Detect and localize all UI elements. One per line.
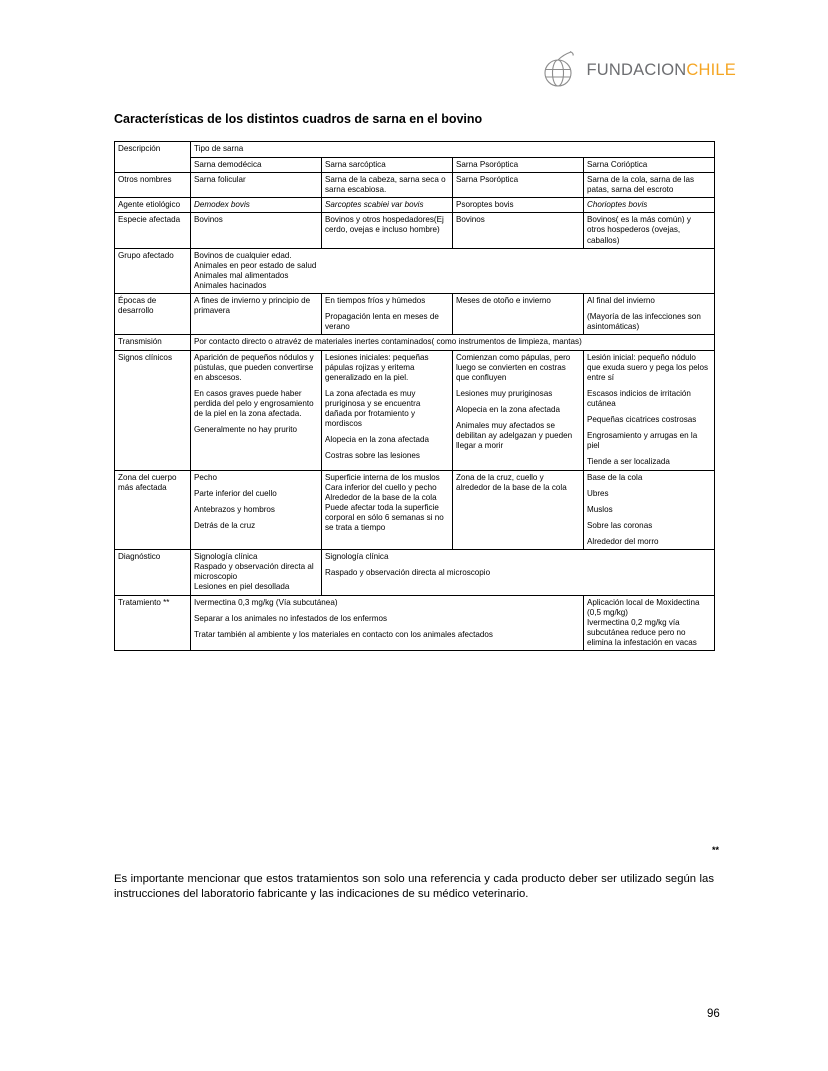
row-label-grupo-afectado: Grupo afectado xyxy=(115,248,191,293)
cell-line: Separar a los animales no infestados de los enfermos xyxy=(194,613,388,623)
cell-zona-sarcoptica xyxy=(322,470,453,550)
cell-line: Alopecia en la zona afectada xyxy=(325,435,429,445)
cell-line: Propagación lenta en meses de verano xyxy=(325,312,439,332)
header-sarna-sarcoptica: Sarna sarcóptica xyxy=(322,157,453,173)
cell-line: Animales en peor estado de salud xyxy=(194,260,317,270)
cell-line: Animales mal alimentados xyxy=(194,270,289,280)
page-title: Características de los distintos cuadros de sarna en el bovino xyxy=(114,112,483,126)
cell-line: Detrás de la cruz xyxy=(194,520,256,530)
footnote-marker: ** xyxy=(712,845,720,855)
cell-especie-corioptica: Bovinos( es la más común) y otros hospederos (ovejas, caballos) xyxy=(584,213,715,248)
cell-line: (Mayoría de las infecciones son asintomáticas) xyxy=(587,312,701,332)
cell-signos-psoroptica xyxy=(453,350,584,470)
row-label-agente-etiologico: Agente etiológico xyxy=(115,198,191,213)
cell-signos-corioptica xyxy=(584,350,715,470)
header-tipo-de-sarna: Tipo de sarna xyxy=(191,142,715,158)
cell-line: Aplicación local de Moxidectina (0,5 mg/kg) xyxy=(587,597,700,617)
cell-line: Ivermectina 0,2 mg/kg vía subcutánea reduce pero no elimina la infestación en vacas xyxy=(587,617,697,647)
row-label-diagnostico: Diagnóstico xyxy=(115,550,191,595)
header-sarna-corioptica: Sarna Corióptica xyxy=(584,157,715,173)
cell-transmision: Por contacto directo o atravéz de materiales inertes contaminados( como instrumentos de limpieza, mantas) xyxy=(191,335,715,350)
cell-line: Tratar también al ambiente y los materiales en contacto con los animales afectados xyxy=(194,629,493,639)
cell-line: Raspado y observación directa al microscopio xyxy=(194,562,314,582)
cell-line: Base de la cola xyxy=(587,472,643,482)
cell-agente-psoroptica: Psoroptes bovis xyxy=(453,198,584,213)
row-label-transmision: Transmisión xyxy=(115,335,191,350)
header-sarna-psoroptica: Sarna Psoróptica xyxy=(453,157,584,173)
cell-grupo-afectado xyxy=(191,248,715,293)
cell-agente-sarcoptica: Sarcoptes scabiei var bovis xyxy=(322,198,453,213)
cell-line: Signología clínica xyxy=(194,552,258,562)
cell-line: Generalmente no hay prurito xyxy=(194,425,298,435)
table-row xyxy=(115,350,715,470)
cell-tratamiento-general xyxy=(191,595,584,651)
cell-line: Lesión inicial: pequeño nódulo que exuda suero y pega los pelos entre sí xyxy=(587,352,709,382)
cell-line: Animales muy afectados se debilitan ay adelgazan y pueden llegar a morir xyxy=(456,421,573,451)
table-row xyxy=(115,595,715,651)
table-row xyxy=(115,294,715,335)
logo-text-fundacion: FUNDACION xyxy=(586,60,687,79)
table-header-row-2 xyxy=(115,157,715,173)
cell-line: Antebrazos y hombros xyxy=(194,504,275,514)
globe-icon xyxy=(537,48,581,92)
cell-otros-nombres-psoroptica: Sarna Psoróptica xyxy=(453,173,584,198)
cell-line: La zona afectada es muy pruriginosa y se encuentra dañada por frotamiento y mordiscos xyxy=(325,388,421,429)
header-descripcion: Descripción xyxy=(115,142,191,173)
row-label-epocas-desarrollo: Épocas de desarrollo xyxy=(115,294,191,335)
cell-diagnostico-demodecica xyxy=(191,550,322,595)
logo-text xyxy=(587,61,737,80)
cell-line: Lesiones iniciales: pequeñas pápulas rojizas y eritema generalizado en la piel. xyxy=(325,352,429,382)
cell-epocas-psoroptica: Meses de otoño e invierno xyxy=(453,294,584,335)
cell-tratamiento-corioptica xyxy=(584,595,715,651)
cell-line: Signología clínica xyxy=(325,552,389,562)
row-label-signos-clinicos: Signos clínicos xyxy=(115,350,191,470)
cell-especie-demodecica: Bovinos xyxy=(191,213,322,248)
page-number: 96 xyxy=(707,1008,720,1020)
row-label-otros-nombres: Otros nombres xyxy=(115,173,191,198)
logo-text-chile: CHILE xyxy=(686,60,736,79)
cell-line: Alrededor de la base de la cola xyxy=(325,492,437,502)
cell-line: Muslos xyxy=(587,504,613,514)
cell-line: Alopecia en la zona afectada xyxy=(456,404,560,414)
cell-diagnostico-otras xyxy=(322,550,715,595)
cell-otros-nombres-sarcoptica: Sarna de la cabeza, sarna seca o sarna escabiosa. xyxy=(322,173,453,198)
cell-line: Aparición de pequeños nódulos y pústulas, que pueden convertirse en abscesos. xyxy=(194,352,314,382)
cell-line: Bovinos de cualquier edad. xyxy=(194,250,292,260)
cell-otros-nombres-demodecica: Sarna folicular xyxy=(191,173,322,198)
table-header-row-1 xyxy=(115,142,715,158)
footnote-text: Es importante mencionar que estos tratamientos son solo una referencia y cada producto deber ser utilizado según las instrucciones del laboratorio fabricante y las indicaciones de su médico veterinario. xyxy=(114,873,714,901)
row-label-zona-afectada: Zona del cuerpo más afectada xyxy=(115,470,191,550)
cell-line: Raspado y observación directa al microscopio xyxy=(325,568,491,578)
cell-line: Lesiones en piel desollada xyxy=(194,582,290,592)
cell-line: Al final del invierno xyxy=(587,296,655,306)
row-label-especie-afectada: Especie afectada xyxy=(115,213,191,248)
cell-line: Animales hacinados xyxy=(194,280,267,290)
cell-line: En casos graves puede haber perdida del pelo y engrosamiento de la piel en la zona afectada. xyxy=(194,388,314,419)
cell-line: Sobre las coronas xyxy=(587,520,653,530)
cell-line: Pequeñas cicatrices costrosas xyxy=(587,415,697,425)
cell-line: Superficie interna de los muslos xyxy=(325,472,440,482)
cell-line: Engrosamiento y arrugas en la piel xyxy=(587,431,698,451)
cell-line: Tiende a ser localizada xyxy=(587,457,670,467)
cell-signos-demodecica xyxy=(191,350,322,470)
cell-agente-demodecica: Demodex bovis xyxy=(191,198,322,213)
cell-line: Cara inferior del cuello y pecho xyxy=(325,482,437,492)
cell-line: Puede afectar toda la superficie corporal en sólo 6 semanas si no se trata a tiempo xyxy=(325,502,444,533)
cell-zona-psoroptica: Zona de la cruz, cuello y alrededor de la base de la cola xyxy=(453,470,584,550)
cell-line: Comienzan como pápulas, pero luego se convierten en costras que confluyen xyxy=(456,352,571,382)
cell-line: Pecho xyxy=(194,472,217,482)
header-sarna-demodecica: Sarna demodécica xyxy=(191,157,322,173)
cell-line: Ivermectina 0,3 mg/kg (Vía subcutánea) xyxy=(194,597,338,607)
cell-zona-demodecica xyxy=(191,470,322,550)
logo xyxy=(537,48,737,92)
cell-especie-sarcoptica: Bovinos y otros hospedadores(Ej cerdo, ovejas e incluso hombre) xyxy=(322,213,453,248)
table-row xyxy=(115,248,715,293)
cell-line: Costras sobre las lesiones xyxy=(325,451,420,461)
cell-zona-corioptica xyxy=(584,470,715,550)
cell-otros-nombres-corioptica: Sarna de la cola, sarna de las patas, sarna del escroto xyxy=(584,173,715,198)
table-row xyxy=(115,470,715,550)
cell-epocas-demodecica: A fines de invierno y principio de primavera xyxy=(191,294,322,335)
table-row xyxy=(115,335,715,350)
cell-epocas-corioptica xyxy=(584,294,715,335)
cell-epocas-sarcoptica xyxy=(322,294,453,335)
cell-line: En tiempos fríos y húmedos xyxy=(325,296,426,306)
table-row xyxy=(115,173,715,198)
cell-line: Escasos indicios de irritación cutánea xyxy=(587,388,691,408)
cell-especie-psoroptica: Bovinos xyxy=(453,213,584,248)
table-row xyxy=(115,213,715,248)
cell-line: Alrededor del morro xyxy=(587,536,659,546)
table-row xyxy=(115,198,715,213)
table-row xyxy=(115,550,715,595)
sarna-comparison-table xyxy=(114,141,715,651)
cell-line: Ubres xyxy=(587,488,609,498)
cell-line: Lesiones muy pruriginosas xyxy=(456,388,553,398)
cell-signos-sarcoptica xyxy=(322,350,453,470)
row-label-tratamiento: Tratamiento ** xyxy=(115,595,191,651)
cell-line: Parte inferior del cuello xyxy=(194,488,277,498)
cell-agente-corioptica: Chorioptes bovis xyxy=(584,198,715,213)
